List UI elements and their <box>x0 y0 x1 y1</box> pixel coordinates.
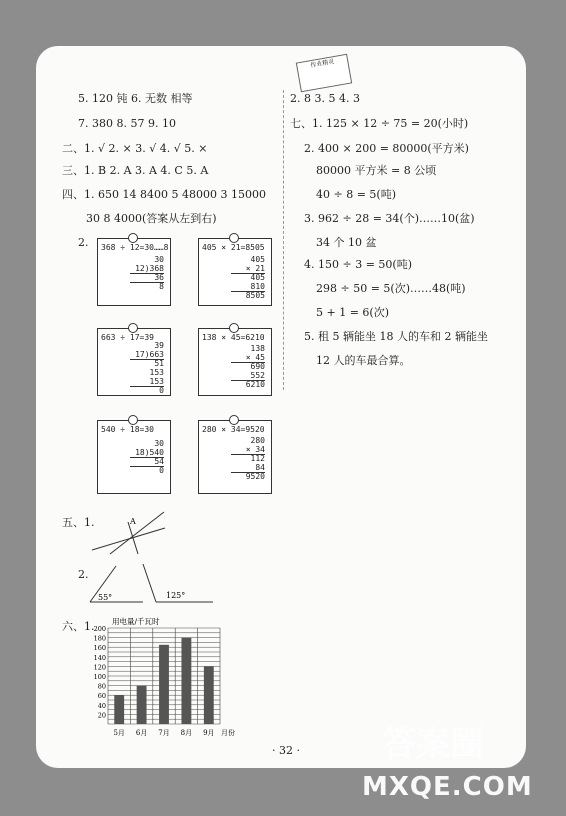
work-rule <box>130 457 164 458</box>
card-equation: 280 × 34=9520 <box>202 425 265 434</box>
right-line-1: 2. 8 3. 5 4. 3 <box>290 92 360 105</box>
card-work: 39 17)663 51 153 153 0 <box>135 341 164 395</box>
bar-9月 <box>204 666 214 724</box>
right-line-12: 12 人的车最合算。 <box>316 354 411 367</box>
watermark-url: MXQE.COM <box>362 772 533 802</box>
left-line-5: 四、1. 650 14 8400 5 48000 3 15000 <box>62 188 266 201</box>
card-equation: 368 ÷ 12=30……8 <box>101 243 169 252</box>
y-tick-label: 80 <box>97 682 106 691</box>
work-rule <box>231 380 265 381</box>
page-number: · 32 · <box>272 744 300 757</box>
card-work: 405 × 21 405 810 8505 <box>245 255 265 300</box>
ring-icon <box>229 415 239 425</box>
card-equation: 138 × 45=6210 <box>202 333 265 342</box>
y-axis-label: 用电量/千瓦时 <box>112 617 160 626</box>
bar-5月 <box>114 695 124 724</box>
right-line-11: 5. 租 5 辆能坐 18 人的车和 2 辆能坐 <box>304 330 488 343</box>
card-work: 138 × 45 690 552 6210 <box>245 344 265 389</box>
right-line-9: 298 ÷ 50 = 5(次)……48(吨) <box>316 282 466 295</box>
y-tick-label: 200 <box>93 625 106 633</box>
y-tick-label: 140 <box>93 653 106 662</box>
calc-card-6 <box>198 420 272 494</box>
card-equation: 405 × 21=8505 <box>202 243 265 252</box>
work-rule <box>231 273 265 274</box>
bar-8月 <box>181 638 191 724</box>
work-rule <box>130 282 164 283</box>
x-tick-label: 9月 <box>203 729 215 737</box>
column-divider <box>283 90 284 390</box>
work-rule <box>231 291 265 292</box>
y-tick-label: 120 <box>93 663 106 672</box>
calc-card-4 <box>198 328 272 396</box>
angle-55-label: 55° <box>98 593 113 602</box>
card-equation: 663 ÷ 17=39 <box>101 333 154 342</box>
section-6-1: 六、1. <box>62 620 95 633</box>
card-equation: 540 ÷ 18=30 <box>101 425 154 434</box>
right-line-6: 3. 962 ÷ 28 = 34(个)……10(盆) <box>304 212 475 225</box>
perpendicular-figure <box>90 510 170 555</box>
calc-card-1 <box>97 238 171 306</box>
left-line-2: 7. 380 8. 57 9. 10 <box>78 117 176 130</box>
y-tick-label: 160 <box>93 644 106 653</box>
left-line-6: 30 8 4000(答案从左到右) <box>86 212 217 225</box>
work-rule <box>130 386 164 387</box>
work-rule <box>130 273 164 274</box>
ring-icon <box>229 233 239 243</box>
section-5-2: 2. <box>78 568 89 581</box>
ring-icon <box>128 323 138 333</box>
y-tick-label: 20 <box>97 711 106 720</box>
card-work: 30 18)540 54 0 <box>135 439 164 475</box>
ring-icon <box>128 233 138 243</box>
work-rule <box>231 454 265 455</box>
right-line-3: 2. 400 × 200 = 80000(平方米) <box>304 142 469 155</box>
angle-125-label: 125° <box>166 591 186 600</box>
stamp-text: 作业精灵 <box>309 58 335 70</box>
y-tick-label: 40 <box>97 701 106 710</box>
right-line-10: 5 + 1 = 6(次) <box>316 306 389 319</box>
bar-7月 <box>159 645 169 724</box>
left-line-4: 三、1. B 2. A 3. A 4. C 5. A <box>62 164 209 177</box>
work-rule <box>231 362 265 363</box>
x-tick-label: 6月 <box>135 729 148 737</box>
calc-card-2 <box>198 238 272 306</box>
x-tick-label: 7月 <box>158 729 170 737</box>
electricity-bar-chart <box>86 616 286 740</box>
point-a-label: A <box>130 517 136 526</box>
work-rule <box>130 466 164 467</box>
card-work: 280 × 34 112 84 9520 <box>245 436 265 481</box>
work-rule <box>231 472 265 473</box>
x-axis-label: 月份 <box>221 729 235 737</box>
x-tick-label: 5月 <box>113 729 125 737</box>
left-line-3: 二、1. √ 2. × 3. √ 4. √ 5. × <box>62 142 208 155</box>
angle-figures <box>88 562 218 607</box>
ring-icon <box>229 323 239 333</box>
right-line-7: 34 个 10 盆 <box>316 236 377 249</box>
right-line-8: 4. 150 ÷ 3 = 50(吨) <box>304 258 412 271</box>
right-line-5: 40 ÷ 8 = 5(吨) <box>316 188 396 201</box>
calc-card-5 <box>97 420 171 494</box>
ring-icon <box>128 415 138 425</box>
bar-6月 <box>137 686 147 724</box>
calc-card-3 <box>97 328 171 396</box>
right-line-2: 七、1. 125 × 12 ÷ 75 = 20(小时) <box>290 117 469 130</box>
card-work: 30 12)368 36 8 <box>135 255 164 291</box>
right-line-4: 80000 平方米 = 8 公顷 <box>316 164 437 177</box>
work-rule <box>130 359 164 360</box>
section-5-1: 五、1. <box>62 516 95 529</box>
y-tick-label: 100 <box>93 673 106 681</box>
watermark-logo: 答案圈 <box>382 724 484 764</box>
y-tick-label: 180 <box>93 634 106 643</box>
left-line-7: 2. <box>78 236 89 249</box>
left-line-1: 5. 120 钝 6. 无数 相等 <box>78 92 193 105</box>
y-tick-label: 60 <box>97 692 106 701</box>
x-tick-label: 8月 <box>180 729 193 737</box>
